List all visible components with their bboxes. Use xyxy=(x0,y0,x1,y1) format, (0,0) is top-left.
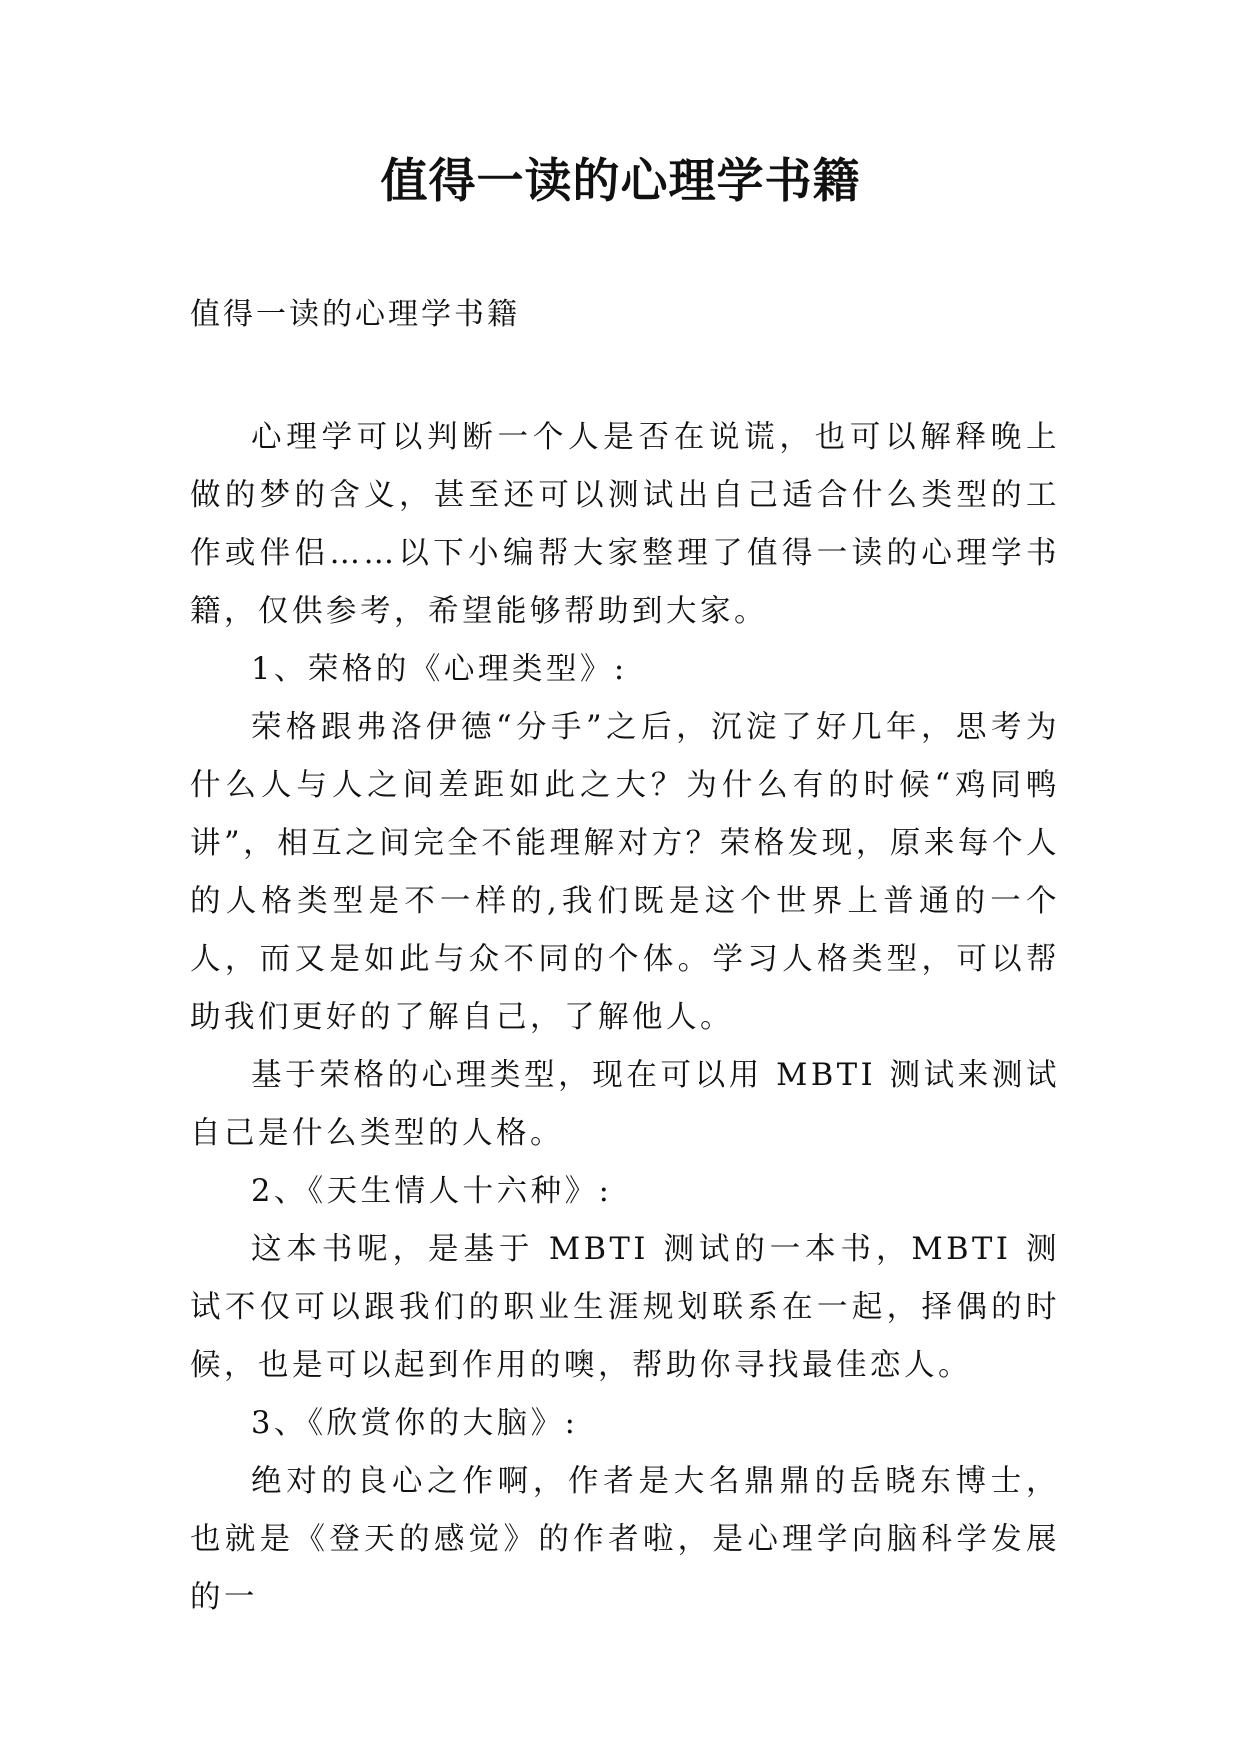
book-heading-2: 2、《天生情人十六种》: xyxy=(251,1174,613,1209)
paragraph-intro: 心理学可以判断一个人是否在说谎，也可以解释晚上做的梦的含义，甚至还可以测试出自己适合什么类型的工作或伴侣……以下小编帮大家整理了值得一读的心理学书籍，仅供参考，希望能够帮助到大家。 xyxy=(190,420,1060,629)
paragraph-book-1: 荣格跟弗洛伊德“分手”之后，沉淀了好几年，思考为什么人与人之间差距如此之大？为什么有的时候“鸡同鸭讲”，相互之间完全不能理解对方？荣格发现，原来每个人的人格类型是不一样的,我们既是这个世界上普通的一个人，而又是如此与众不同的个体。学习人格类型，可以帮助我们更好的了解自己，了解他人。 xyxy=(190,710,1060,1035)
paragraph-book-3: 绝对的良心之作啊，作者是大名鼎鼎的岳晓东博士，也就是《登天的感觉》的作者啦，是心理学向脑科学发展的一 xyxy=(190,1464,1060,1615)
paragraph-mbti: 基于荣格的心理类型，现在可以用 MBTI 测试来测试自己是什么类型的人格。 xyxy=(190,1058,1060,1151)
document-subtitle: 值得一读的心理学书籍 xyxy=(190,297,520,332)
paragraph-book-2: 这本书呢，是基于 MBTI 测试的一本书，MBTI 测试不仅可以跟我们的职业生涯规划联系在一起，择偶的时候，也是可以起到作用的噢，帮助你寻找最佳恋人。 xyxy=(190,1232,1060,1383)
document-title: 值得一读的心理学书籍 xyxy=(380,154,861,209)
book-heading-3: 3、《欣赏你的大脑》: xyxy=(251,1406,579,1441)
book-heading-1: 1、荣格的《心理类型》: xyxy=(251,652,628,687)
document-body xyxy=(190,409,1060,1627)
